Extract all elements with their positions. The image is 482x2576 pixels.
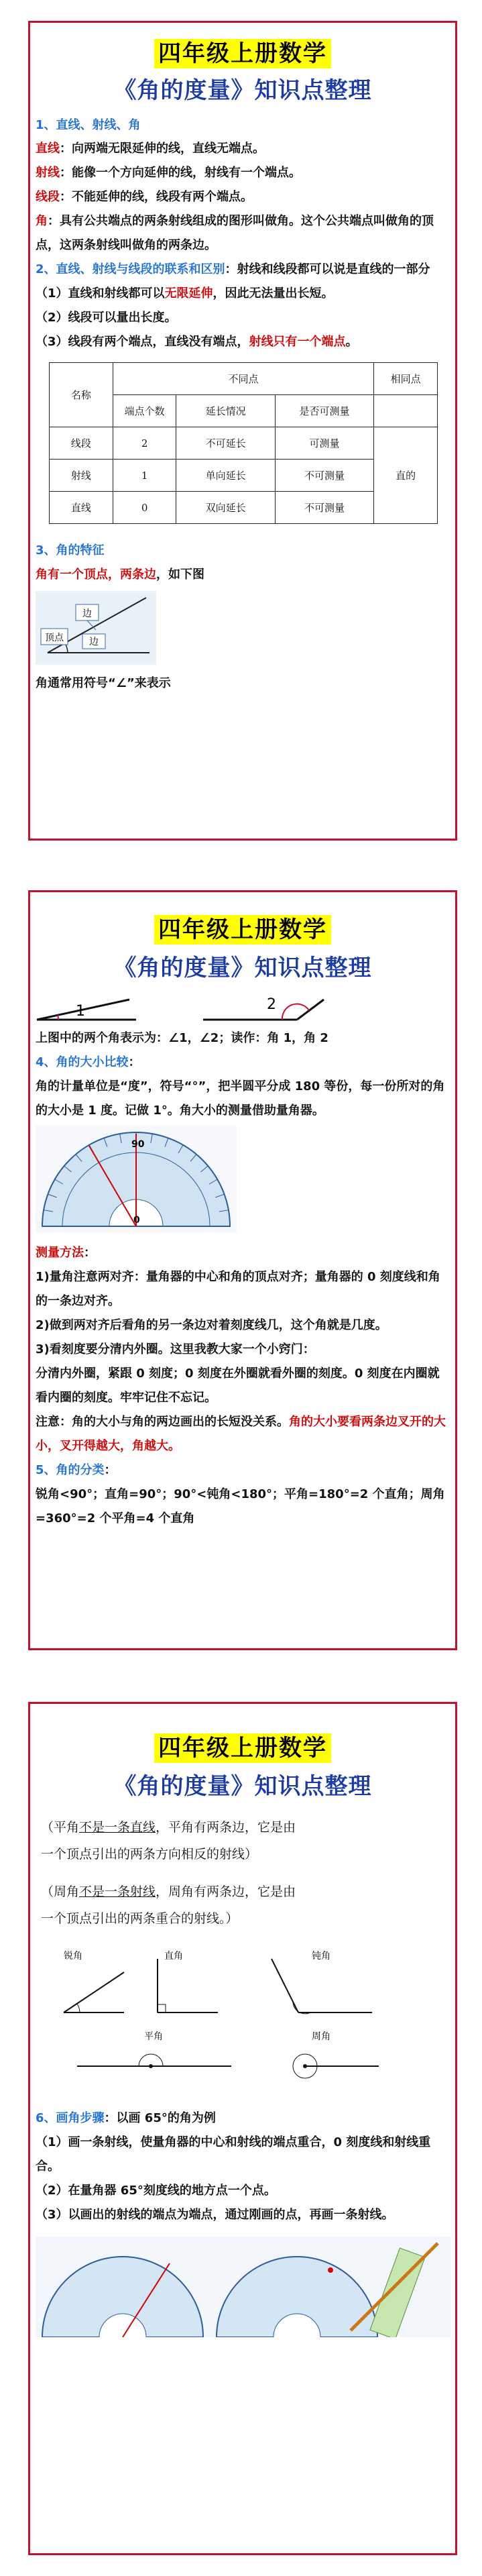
cell: 不可测量	[275, 460, 373, 492]
s5-colon: ：	[104, 1463, 117, 1477]
s2-point3: （3）线段有两个端点，直线没有端点，	[36, 335, 249, 349]
symbol-text: 角通常用符号“∠”来表示	[36, 676, 171, 690]
section2-text: ：射线和线段都可以说是直线的一部分	[225, 262, 430, 276]
measure-step1: 1)量角注意两对齐：量角器的中心和角的顶点对齐；量角器的 0 刻度线和角的一条边对齐。	[36, 1270, 440, 1308]
comparison-table	[49, 362, 438, 524]
angle-classification: 锐角<90°；直角=90°；90°<钝角<180°；平角=180°=2 个直角；周角=360°=2 个平角=4 个直角	[36, 1487, 445, 1525]
note2-underline: 不是一条射线	[79, 1884, 156, 1899]
cell: 直线	[50, 492, 113, 524]
card2-title-topic: 《角的度量》知识点整理	[113, 955, 372, 981]
cell-same: 直的	[374, 427, 438, 524]
label-obtuse: 钝角	[312, 1951, 330, 1962]
label-vertex: 顶点	[45, 633, 64, 643]
s2-point3-red: 射线只有一个端点	[249, 335, 346, 349]
note1-end: 一个顶点引出的两条方向相反的射线）	[41, 1847, 258, 1862]
measure-heading: 测量方法	[36, 1246, 84, 1260]
s2-point1: （1）直线和射线都可以	[36, 286, 165, 301]
angle-types-figure	[50, 1945, 426, 2093]
note1-underline: 不是一条直线	[79, 1820, 156, 1835]
cell: 双向延长	[176, 492, 275, 524]
th-name: 名称	[50, 363, 113, 427]
cell: 射线	[50, 460, 113, 492]
def-line: ：向两端无限延伸的线，直线无端点。	[60, 142, 265, 156]
note2-start: （周角	[41, 1884, 80, 1899]
cell: 线段	[50, 427, 113, 460]
th-measure: 是否可测量	[275, 395, 373, 427]
cell: 2	[113, 427, 176, 460]
s4-colon: ：	[128, 1055, 141, 1069]
measure-step2: 2)做到两对齐后看角的另一条边对着刻度线几，这个角就是几度。	[36, 1318, 387, 1332]
card-2	[28, 890, 457, 1650]
card1-title-grade: 四年级上册数学	[154, 39, 331, 68]
s6-colon: ：以画 65°的角为例	[104, 2111, 216, 2125]
term-angle: 角	[36, 214, 48, 228]
label-acute: 锐角	[64, 1951, 82, 1962]
term-line: 直线	[36, 142, 60, 156]
term-segment: 线段	[36, 190, 60, 204]
cell: 不可测量	[275, 492, 373, 524]
th-same: 相同点	[374, 363, 438, 395]
label-straight: 平角	[144, 2031, 163, 2042]
label-edge1: 边	[82, 608, 92, 619]
section3-heading: 3、角的特征	[36, 543, 105, 557]
s3-red: 角有一个顶点，两条边	[36, 568, 156, 582]
section5-heading: 5、角的分类	[36, 1463, 105, 1477]
note1-start: （平角	[41, 1820, 80, 1835]
s2-point3-end: 。	[345, 335, 358, 349]
cell: 单向延长	[176, 460, 275, 492]
protractor-90-label: 90	[131, 1139, 145, 1150]
term-ray: 射线	[36, 166, 60, 180]
note-red: 角的大小要看两条边叉开的大小，叉开得越大，角越大。	[36, 1415, 446, 1453]
angle1-label: 1	[76, 1003, 85, 1020]
table-row	[50, 427, 438, 460]
protractor-0-label: 0	[133, 1215, 140, 1226]
notation-text: 上图中的两个角表示为：∠1，∠2；读作：角 1，角 2	[36, 1031, 328, 1045]
label-right: 直角	[164, 1951, 183, 1962]
section2-heading: 2、直线、射线与线段的联系和区别	[36, 262, 225, 276]
draw-step2: （2）在量角器 65°刻度线的地方点一个点。	[36, 2184, 276, 2198]
angle-diagram	[36, 591, 156, 665]
measure-tip: 分清内外圈，紧跟 0 刻度；0 刻度在外圈就看外圈的刻度。0 刻度在内圈就看内圈的刻度。牢牢记住不忘记。	[36, 1366, 440, 1405]
section1-heading: 1、直线、射线、角	[36, 118, 141, 132]
th-diff: 不同点	[113, 363, 373, 395]
th-endpoints: 端点个数	[113, 395, 176, 427]
card3-title-topic: 《角的度量》知识点整理	[113, 1773, 372, 1800]
cell: 可测量	[275, 427, 373, 460]
draw-step1: （1）画一条射线，使量角器的中心和射线的端点重合，0 刻度线和射线重合。	[36, 2135, 431, 2174]
angle-pair-figure	[36, 990, 330, 1024]
note1-mid: ，平角有两条边，它是由	[156, 1820, 296, 1835]
cell: 0	[113, 492, 176, 524]
def-angle: ：具有公共端点的两条射线组成的图形叫做角。这个公共端点叫做角的顶点，这两条射线叫做角的两条边。	[36, 214, 434, 252]
section4-heading: 4、角的大小比较	[36, 1055, 129, 1069]
cell: 1	[113, 460, 176, 492]
angle2-label: 2	[267, 996, 276, 1013]
note-text: 注意：角的大小与角的两边画出的长短没关系。	[36, 1415, 289, 1429]
card1-title-topic: 《角的度量》知识点整理	[113, 77, 372, 104]
card-3	[28, 1702, 457, 2555]
s2-point1-end: ，因此无法量出长短。	[213, 286, 334, 301]
cell: 不可延长	[176, 427, 275, 460]
def-segment: ：不能延伸的线，线段有两个端点。	[60, 190, 253, 204]
def-ray: ：能像一个方向延伸的线，射线有一个端点。	[60, 166, 301, 180]
s2-point2: （2）线段可以量出长度。	[36, 311, 177, 325]
s2-point1-red: 无限延伸	[164, 286, 213, 301]
card2-title-grade: 四年级上册数学	[154, 915, 331, 945]
s4-text: 角的计量单位是“度”，符号“°”，把半圆平分成 180 等份，每一份所对的角的大小是 1 度。记做 1°。角大小的测量借助量角器。	[36, 1079, 445, 1118]
note2-end: 一个顶点引出的两条重合的射线。）	[41, 1911, 239, 1926]
card-1	[28, 21, 457, 841]
section6-heading: 6、画角步骤	[36, 2111, 105, 2125]
th-extend: 延长情况	[176, 395, 275, 427]
measure-colon: ：	[84, 1246, 96, 1260]
protractor-image	[36, 1126, 237, 1233]
s3-text: ，如下图	[156, 568, 204, 582]
label-round: 周角	[312, 2031, 330, 2042]
label-edge2: 边	[89, 637, 99, 647]
measure-step3: 3)看刻度要分清内外圈。这里我教大家一个小窍门：	[36, 1342, 315, 1356]
note2-mid: ，周角有两条边，它是由	[156, 1884, 296, 1899]
drawing-steps-image	[36, 2237, 451, 2337]
card3-title-grade: 四年级上册数学	[154, 1733, 331, 1763]
draw-step3: （3）以画出的射线的端点为端点，通过刚画的点，再画一条射线。	[36, 2208, 394, 2222]
